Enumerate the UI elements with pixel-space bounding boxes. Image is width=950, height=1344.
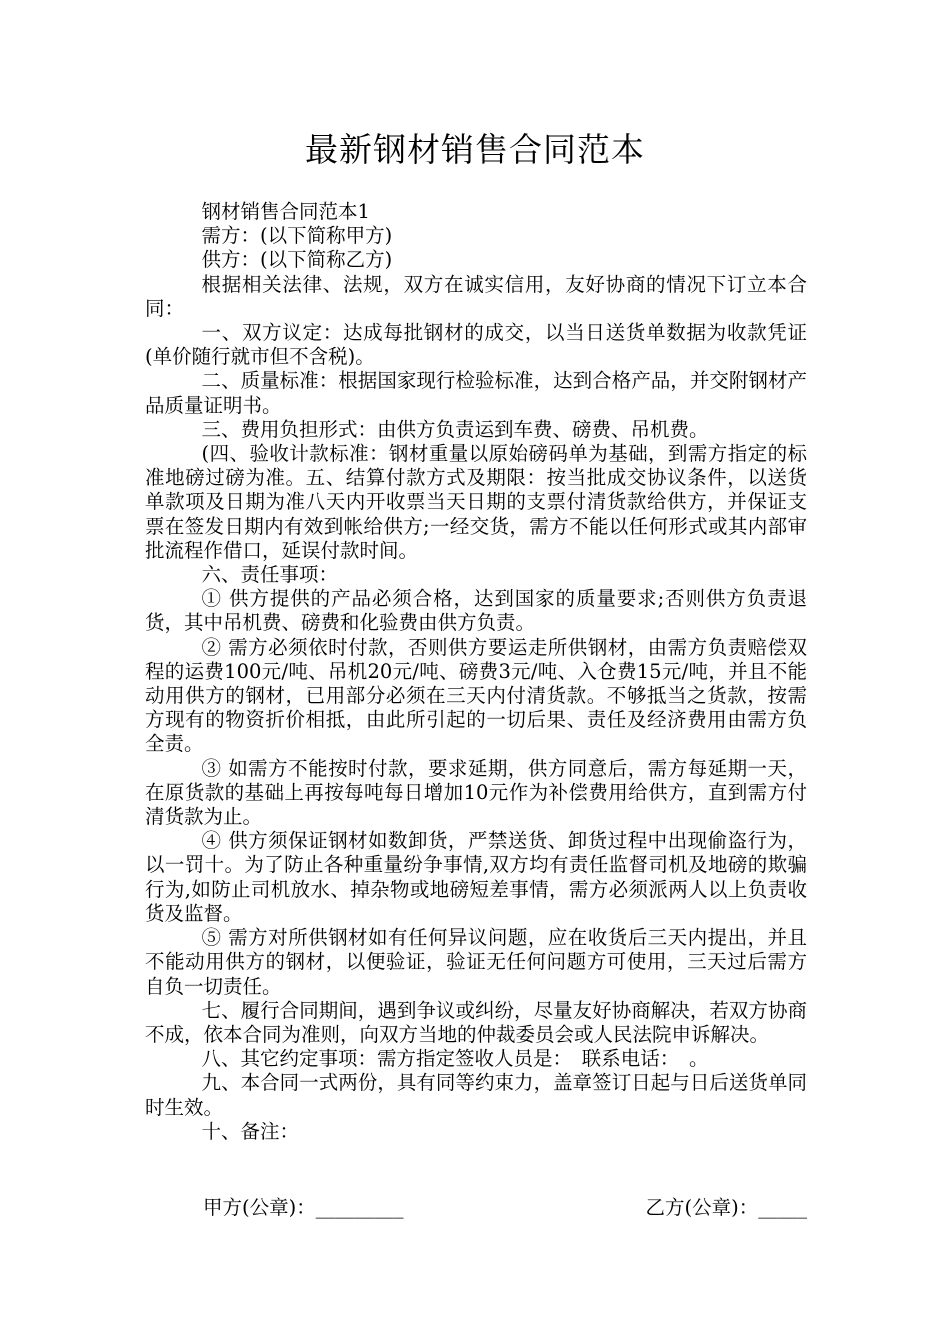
- paragraph-heading: 钢材销售合同范本1: [201, 200, 370, 223]
- clause-6-item-3: ③ 如需方不能按时付款，要求延期，供方同意后，需方每延期一天，在原货款的基础上再按每吨每日增加10元作为补偿费用给供方，直到需方付清货款为止。: [145, 756, 807, 829]
- clause-3: 三、费用负担形式：由供方负责运到车费、磅费、吊机费。: [201, 417, 709, 441]
- party-b-seal: 乙方(公章)：_____: [645, 1196, 807, 1219]
- clause-4-5: (四、验收计款标准：钢材重量以原始磅码单为基础，到需方指定的标准地磅过磅为准。五、结算付款方式及期限：按当批成交协议条件，以送货单款项及日期为准八天内开收票当天日期的支票付清货款给供方，并保证支票在签发日期内有效到帐给供方;一经交货，需方不能以任何形式或其内部审批流程作借口，延误付款时间。: [145, 442, 807, 562]
- clause-9: 九、本合同一式两份，具有同等约束力，盖章签订日起与日后送货单同时生效。: [145, 1071, 807, 1119]
- paragraph-buyer: 需方：(以下简称甲方): [201, 224, 393, 248]
- clause-1: 一、双方议定：达成每批钢材的成交，以当日送货单数据为收款凭证(单价随行就市但不含税)。: [145, 321, 807, 369]
- document-body: [145, 200, 807, 1144]
- party-a-seal: 甲方(公章)：_________: [203, 1196, 404, 1219]
- clause-10: 十、备注：: [201, 1119, 300, 1143]
- clause-2: 二、质量标准：根据国家现行检验标准，达到合格产品，并交附钢材产品质量证明书。: [145, 369, 807, 417]
- paragraph-preamble: 根据相关法律、法规，双方在诚实信用，友好协商的情况下订立本合同：: [145, 272, 807, 320]
- clause-6-item-2: ② 需方必须依时付款，否则供方要运走所供钢材，由需方负责赔偿双程的运费100元/吨、吊机20元/吨、磅费3元/吨、入仓费15元/吨，并且不能动用供方的钢材，已用部分必须在三天内付清货款。不够抵当之货款，按需方现有的物资折价相抵，由此所引起的一切后果、责任及经济费用由需方负全责。: [145, 635, 807, 756]
- clause-8: 八、其它约定事项：需方指定签收人员是： 联系电话： 。: [201, 1047, 709, 1071]
- clause-6-item-5: ⑤ 需方对所供钢材如有任何异议问题，应在收货后三天内提出，并且不能动用供方的钢材，以便验证，验证无任何问题方可使用，三天过后需方自负一切责任。: [145, 926, 807, 998]
- clause-7: 七、履行合同期间，遇到争议或纠纷，尽量友好协商解决，若双方协商不成，依本合同为准则，向双方当地的仲裁委员会或人民法院申诉解决。: [145, 998, 807, 1046]
- paragraph-seller: 供方：(以下简称乙方): [201, 248, 393, 272]
- clause-6-item-1: ① 供方提供的产品必须合格，达到国家的质量要求;否则供方负责退货，其中吊机费、磅费和化验费由供方负责。: [145, 587, 807, 635]
- signature-line: [145, 1196, 807, 1220]
- clause-6-item-4: ④ 供方须保证钢材如数卸货，严禁送货、卸货过程中出现偷盗行为，以一罚十。为了防止各种重量纷争事情,双方均有责任监督司机及地磅的欺骗行为,如防止司机放水、掉杂物或地磅短差事情，需方必须派两人以上负责收货及监督。: [145, 829, 807, 925]
- clause-6: 六、责任事项：: [201, 563, 339, 587]
- document-title: 最新钢材销售合同范本: [305, 130, 645, 169]
